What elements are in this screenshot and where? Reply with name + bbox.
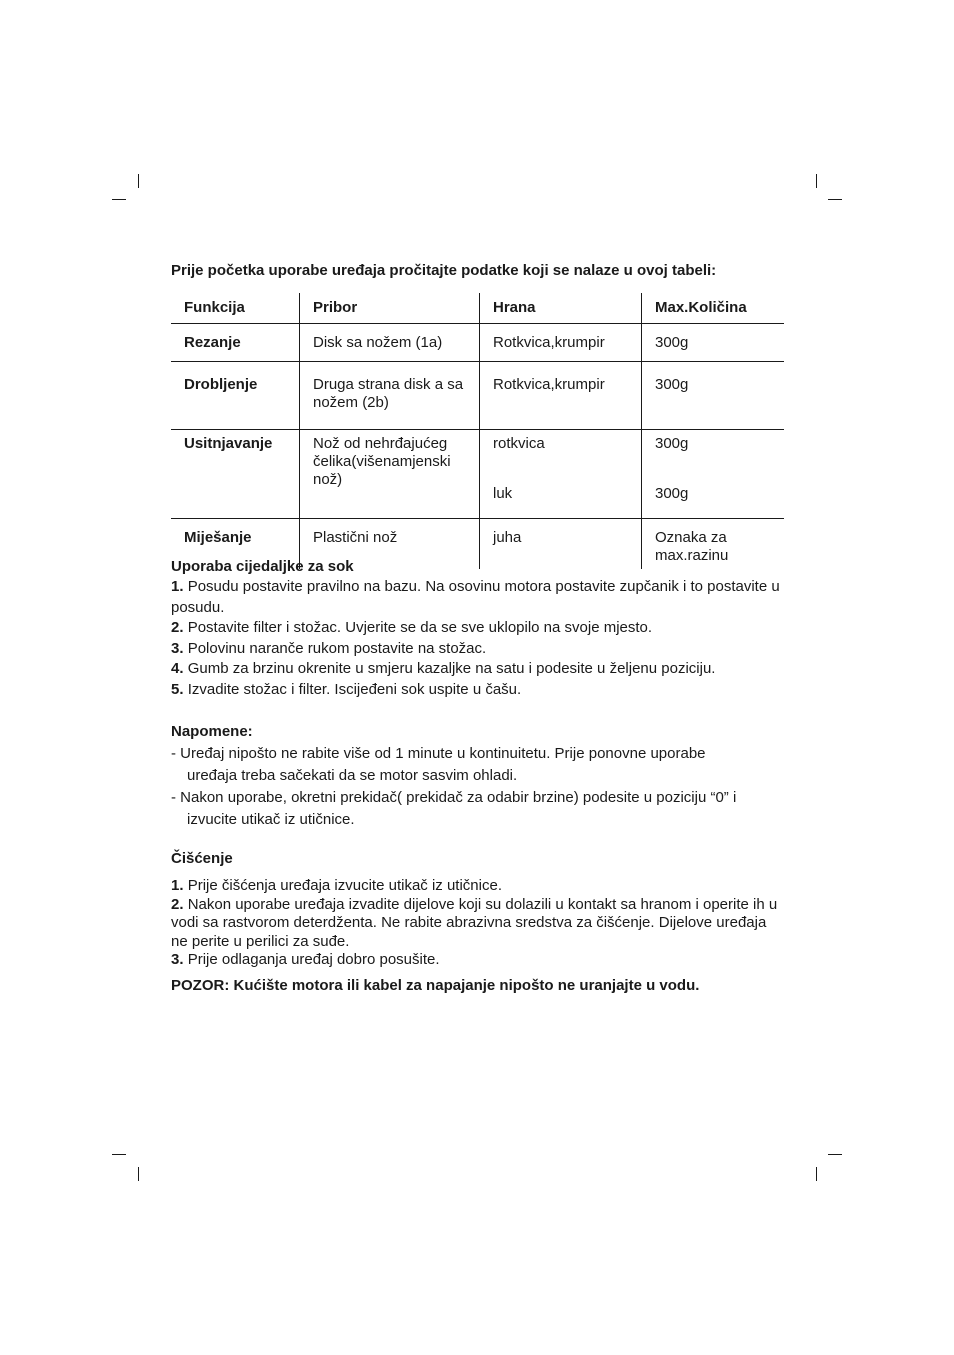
juicer-steps <box>171 577 784 700</box>
header-funkcija: Funkcija <box>171 293 300 324</box>
crop-mark <box>138 1167 139 1181</box>
header-hrana: Hrana <box>480 293 642 324</box>
table-row <box>171 362 784 430</box>
list-item: 2. Postavite filter i stožac. Uvjerite se da se sve uklopilo na svoje mjesto. <box>171 619 653 636</box>
warning-text: POZOR: Kućište motora ili kabel za napajanje nipošto ne uranjajte u vodu. <box>171 977 700 994</box>
cell-hrana-line: luk <box>493 485 513 502</box>
list-item: 4. Gumb za brzinu okrenite u smjeru kazaljke na satu i podesite u željenu poziciju. <box>171 660 716 677</box>
table-row <box>171 324 784 362</box>
header-pribor: Pribor <box>300 293 480 324</box>
cell-pribor: Druga strana disk a sa nožem (2b) <box>300 362 480 430</box>
list-item: 1. Posudu postavite pravilno na bazu. Na osovinu motora postavite zupčanik i to postavite u posudu. <box>171 578 780 616</box>
list-item: 5. Izvadite stožac i filter. Iscijeđeni sok uspite u čašu. <box>171 680 522 698</box>
notes-title: Napomene: <box>171 723 253 740</box>
list-item: 1. Prije čišćenja uređaja izvucite utikač iz utičnice. <box>171 877 502 894</box>
list-item: - Nakon uporabe, okretni prekidač( prekidač za odabir brzine) podesite u poziciju “0” i izvucite utikač iz utičnice. <box>171 789 737 828</box>
crop-mark <box>112 199 126 200</box>
cell-funkcija: Miješanje <box>171 519 300 570</box>
crop-mark <box>112 1154 126 1155</box>
cell-hrana: Rotkvica,krumpir <box>480 324 642 362</box>
cell-hrana: juha <box>480 519 642 570</box>
cell-pribor: Nož od nehrđajućeg čelika(višenamjenski nož) <box>300 430 480 519</box>
cell-kolicina-line: 300g <box>655 485 689 502</box>
cell-funkcija: Usitnjavanje <box>171 430 300 519</box>
header-kolicina: Max.Količina <box>642 293 785 324</box>
cell-pribor: Plastični nož <box>300 519 480 570</box>
notes-list <box>171 743 784 831</box>
cell-kolicina: 300g <box>642 362 785 430</box>
crop-mark <box>828 1154 842 1155</box>
cell-kolicina: 300g <box>642 324 785 362</box>
cell-kolicina-line: 300g <box>655 435 689 452</box>
intro-text: Prije početka uporabe uređaja pročitajte podatke koji se nalaze u ovoj tabeli: <box>171 262 717 279</box>
cell-hrana: Rotkvica,krumpir <box>480 362 642 430</box>
crop-mark <box>816 174 817 188</box>
cleaning-steps <box>171 877 784 970</box>
table-header-row <box>171 293 784 324</box>
list-item: 3. Polovinu naranče rukom postavite na stožac. <box>171 639 487 657</box>
list-item: 2. Nakon uporabe uređaja izvadite dijelove koji su dolazili u kontakt sa hranom i operite ih u vodi sa rastvorom deterdženta. Ne rabite abrazivna sredstva za čišćenje. Dijelove uređaja ne perite u perilici za suđe. <box>171 895 778 950</box>
cell-pribor: Disk sa nožem (1a) <box>300 324 480 362</box>
crop-mark <box>138 174 139 188</box>
list-item: - Uređaj nipošto ne rabite više od 1 minute u kontinuitetu. Prije ponovne uporabe uređaja treba sačekati da se motor sasvim ohladi. <box>171 745 706 784</box>
cleaning-title: Čišćenje <box>171 850 233 867</box>
cell-kolicina <box>642 430 785 519</box>
crop-mark <box>816 1167 817 1181</box>
usage-table <box>171 293 784 569</box>
cell-funkcija: Drobljenje <box>171 362 300 430</box>
list-item: 3. Prije odlaganja uređaj dobro posušite. <box>171 951 440 968</box>
juicer-title: Uporaba cijedaljke za sok <box>171 558 354 575</box>
cell-hrana-line: rotkvica <box>493 435 545 452</box>
cell-hrana <box>480 430 642 519</box>
table-row <box>171 430 784 519</box>
cell-funkcija: Rezanje <box>184 333 241 351</box>
cell-kolicina: Oznaka za max.razinu <box>642 519 785 570</box>
crop-mark <box>828 199 842 200</box>
